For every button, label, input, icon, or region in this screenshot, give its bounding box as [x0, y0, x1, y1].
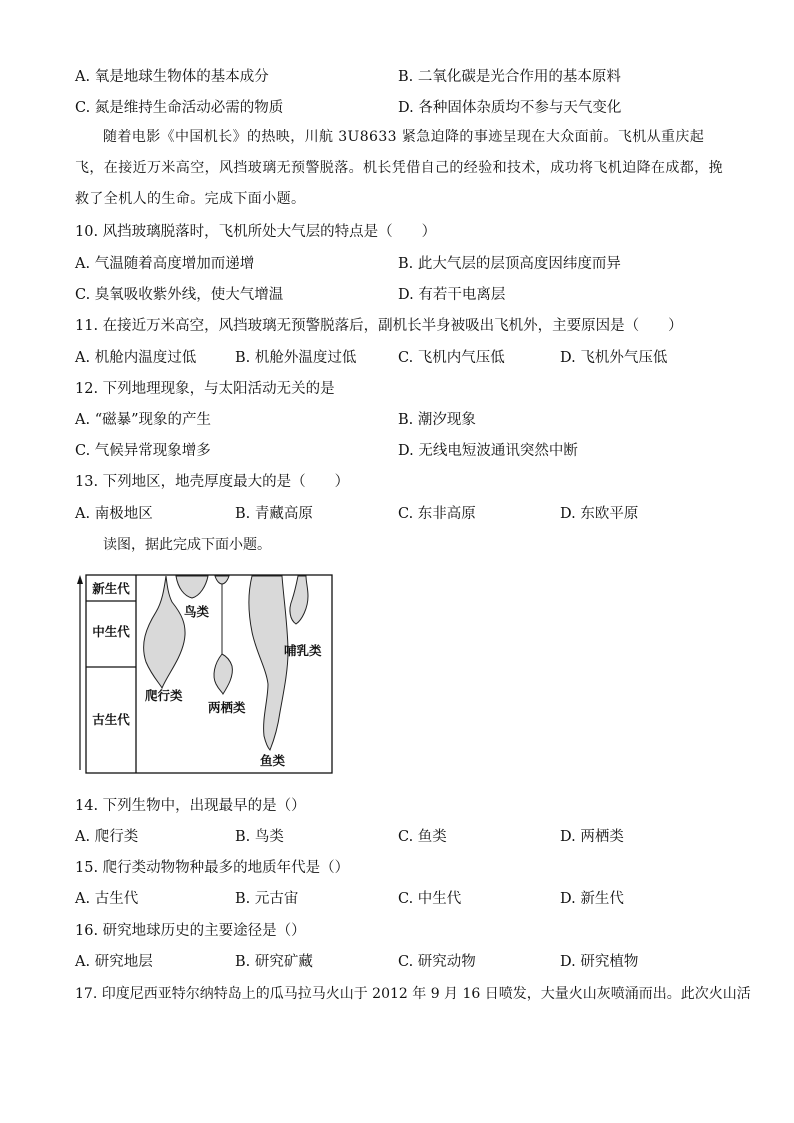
- q14-option-d: D. 两栖类: [560, 829, 624, 845]
- q13-stem: 13. 下列地区，地壳厚度最大的是（ ）: [75, 474, 350, 490]
- q15-option-c: C. 中生代: [398, 891, 462, 907]
- q11-option-b: B. 机舱外温度过低: [235, 350, 357, 366]
- q16-stem: 16. 研究地球历史的主要途径是（）: [75, 923, 306, 939]
- q16-option-d: D. 研究植物: [560, 954, 639, 970]
- q13-option-c: C. 东非高原: [398, 506, 476, 522]
- q9-option-b: B. 二氧化碳是光合作用的基本原料: [398, 69, 621, 85]
- q14-stem: 14. 下列生物中，出现最早的是（）: [75, 798, 306, 814]
- q10-option-b: B. 此大气层的层顶高度因纬度而异: [398, 256, 621, 272]
- label-amphibian: 两栖类: [208, 700, 246, 715]
- q15-option-b: B. 元古宙: [235, 891, 299, 907]
- q12-option-d: D. 无线电短波通讯突然中断: [398, 443, 578, 459]
- q16-option-b: B. 研究矿藏: [235, 954, 313, 970]
- era-label-mesozoic: 中生代: [92, 624, 130, 639]
- q14-option-c: C. 鱼类: [398, 829, 447, 845]
- q9-option-c: C. 氮是维持生命活动必需的物质: [75, 100, 284, 116]
- q10-option-a: A. 气温随着高度增加而递增: [75, 256, 255, 272]
- evolution-figure: [76, 572, 336, 777]
- era-label-paleozoic: 古生代: [92, 712, 130, 727]
- q11-option-a: A. 机舱内温度过低: [75, 350, 197, 366]
- q12-option-c: C. 气候异常现象增多: [75, 443, 211, 459]
- q12-option-b: B. 潮汐现象: [398, 412, 476, 428]
- era-label-cenozoic: 新生代: [92, 581, 130, 596]
- q10-stem: 10. 风挡玻璃脱落时，飞机所处大气层的特点是（ ）: [75, 224, 437, 240]
- q11-stem: 11. 在接近万米高空，风挡玻璃无预警脱落后，副机长半身被吸出飞机外，主要原因是（ ）: [75, 318, 683, 334]
- passage-read-figure: 读图，据此完成下面小题。: [103, 537, 271, 553]
- q16-option-c: C. 研究动物: [398, 954, 476, 970]
- q16-option-a: A. 研究地层: [75, 954, 153, 970]
- label-reptile: 爬行类: [145, 688, 183, 703]
- q14-option-b: B. 鸟类: [235, 829, 284, 845]
- passage-china-captain: 随着电影《中国机长》的热映，川航 3U8633 紧急迫降的事迹呈现在大众面前。飞机从重庆起飞，在接近万米高空，风挡玻璃无预警脱落。机长凭借自己的经验和技术，成功将飞机迫降在成都，挽救了全机人的生命。完成下面小题。: [75, 129, 723, 207]
- q13-option-a: A. 南极地区: [75, 506, 153, 522]
- q15-stem: 15. 爬行类动物物种最多的地质年代是（）: [75, 860, 350, 876]
- label-fish: 鱼类: [260, 753, 286, 768]
- q13-option-b: B. 青藏高原: [235, 506, 313, 522]
- label-bird: 鸟类: [184, 604, 210, 619]
- time-arrow-head: [77, 575, 83, 584]
- q12-stem: 12. 下列地理现象，与太阳活动无关的是: [75, 381, 335, 397]
- q10-option-c: C. 臭氧吸收紫外线，使大气增温: [75, 287, 284, 303]
- q10-option-d: D. 有若干电离层: [398, 287, 506, 303]
- label-mammal: 哺乳类: [284, 643, 322, 658]
- q11-option-c: C. 飞机内气压低: [398, 350, 505, 366]
- q15-option-d: D. 新生代: [560, 891, 624, 907]
- q12-option-a: A. “磁暴”现象的产生: [75, 412, 212, 428]
- q17-stem: 17. 印度尼西亚特尔纳特岛上的瓜马拉马火山于 2012 年 9 月 16 日喷发，大量火山灰喷涌而出。此次火山活: [75, 986, 751, 1002]
- q14-option-a: A. 爬行类: [75, 829, 139, 845]
- q9-option-d: D. 各种固体杂质均不参与天气变化: [398, 100, 622, 116]
- q13-option-d: D. 东欧平原: [560, 506, 639, 522]
- q15-option-a: A. 古生代: [75, 891, 139, 907]
- q11-option-d: D. 飞机外气压低: [560, 350, 668, 366]
- q9-option-a: A. 氧是地球生物体的基本成分: [75, 69, 269, 85]
